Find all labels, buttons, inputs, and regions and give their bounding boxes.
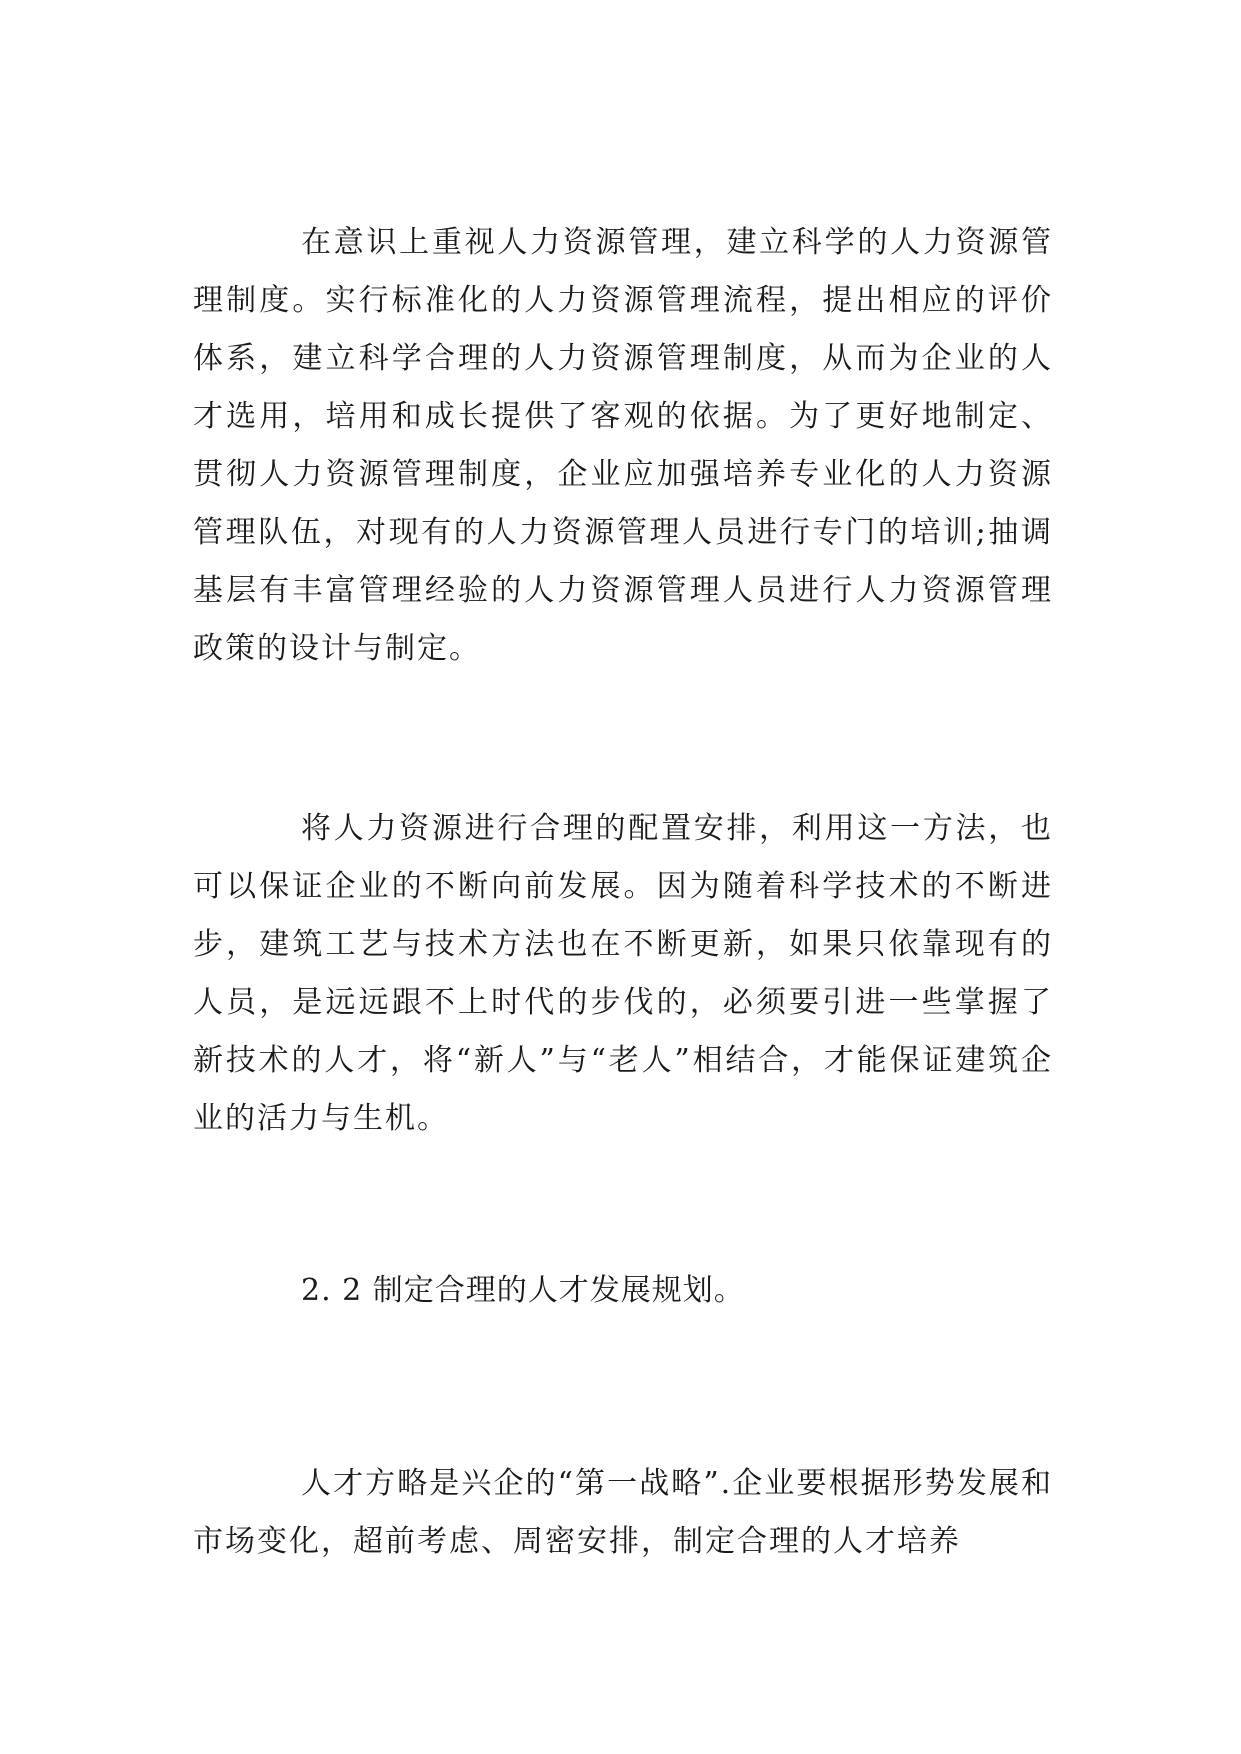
section-heading: 2. 2 制定合理的人才发展规划。 <box>301 1273 745 1308</box>
paragraph-talent-strategy: 人才方略是兴企的“第一战略”.企业要根据形势发展和市场变化，超前考虑、周密安排，制定合理的人才培养 <box>193 1466 1053 1559</box>
paragraph-hr-allocation: 将人力资源进行合理的配置安排，利用这一方法，也可以保证企业的不断向前发展。因为随着科学技术的不断进步，建筑工艺与技术方法也在不断更新，如果只依靠现有的人员，是远远跟不上时代的步伐的，必须要引进一些掌握了新技术的人才，将“新人”与“老人”相结合，才能保证建筑企业的活力与生机。 <box>193 811 1053 1136</box>
paragraph-hr-management-system: 在意识上重视人力资源管理，建立科学的人力资源管理制度。实行标准化的人力资源管理流程，提出相应的评价体系，建立科学合理的人力资源管理制度，从而为企业的人才选用，培用和成长提供了客观的依据。为了更好地制定、贯彻人力资源管理制度，企业应加强培养专业化的人力资源管理队伍，对现有的人力资源管理人员进行专门的培训;抽调基层有丰富管理经验的人力资源管理人员进行人力资源管理政策的设计与制定。 <box>193 225 1053 666</box>
